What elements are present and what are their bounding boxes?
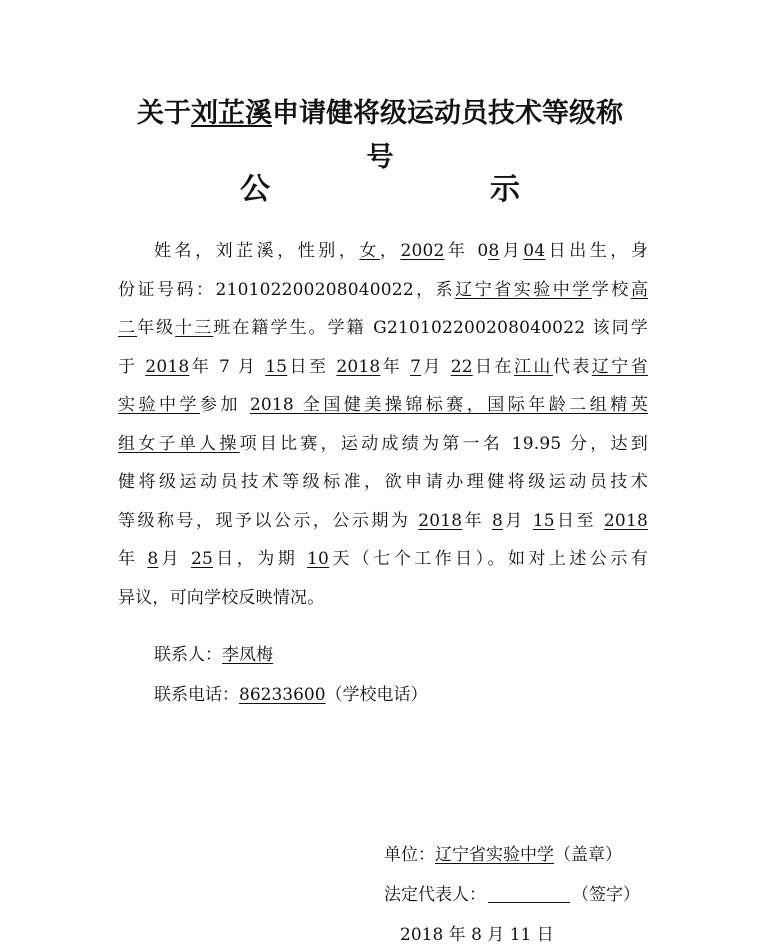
body-line-7: 健将级运动员技术等级标准，欲申请办理健将级运动员技术 — [118, 472, 648, 492]
contact-phone: 联系电话：86233600（学校电话） — [154, 685, 428, 705]
competition-place: 江山 — [513, 356, 553, 377]
title-line2: 号 — [366, 142, 394, 173]
footer-unit: 单位：辽宁省实验中学（盖章） — [384, 845, 622, 865]
title-prefix: 关于 — [137, 98, 191, 129]
document-subtitle — [110, 170, 650, 210]
footer-date: 2018 年 8 月 11 日 — [400, 925, 554, 945]
title-line1-rest: 申请健将级运动员技术等级称 — [272, 98, 623, 129]
signature-blank — [488, 901, 570, 903]
grade-part2: 二 — [118, 318, 138, 338]
body-line-3: 二年级十三班在籍学生。学籍 G210102200208040022 该同学 — [118, 318, 648, 338]
event-name: 2018 全国健美操锦标赛，国际年龄二组精英 — [249, 395, 648, 415]
grade-part1: 高 — [630, 279, 649, 300]
body-line-9: 年 8月 25日，为期 10天（七个工作日）。如对上述公示有 — [118, 549, 649, 569]
body-line-5: 实验中学参加 2018 全国健美操锦标赛，国际年龄二组精英 — [118, 395, 648, 415]
class-number: 十三 — [175, 318, 214, 338]
school-name: 辽宁省实验中学 — [455, 279, 592, 300]
body-line-8: 等级称号，现予以公示，公示期为 2018年 8月 15日至 2018 — [118, 510, 648, 531]
footer-representative: 法定代表人： （签字） — [384, 885, 640, 905]
body-line-4: 于 2018年 7 月 15日至 2018年 7月 22日在江山代表辽宁省 — [118, 356, 648, 377]
body-line-1: 姓名，刘芷溪，性别，女，2002年 08月04日出生，身 — [154, 241, 649, 261]
notice-body — [118, 232, 648, 617]
birth-day: 04 — [523, 241, 546, 261]
body-line-6: 组女子单人操项目比赛，运动成绩为第一名 19.95 分，达到 — [118, 433, 649, 454]
footer-unit-name: 辽宁省实验中学 — [435, 845, 554, 865]
contact-person: 联系人：李凤梅 — [154, 645, 273, 665]
body-line-10: 异议，可向学校反映情况。 — [118, 587, 325, 608]
subtitle-right-char: 示 — [490, 172, 520, 207]
contact-phone-number: 86233600 — [239, 685, 326, 705]
document-title — [110, 92, 650, 180]
subtitle-left-char: 公 — [240, 172, 270, 207]
birth-year: 2002 — [400, 241, 445, 261]
period-days: 10 — [307, 549, 330, 569]
title-person-name: 刘芷溪 — [191, 98, 272, 129]
body-line-2: 份证号码：210102200208040022，系辽宁省实验中学学校高 — [118, 279, 649, 300]
birth-month: 8 — [488, 241, 500, 261]
contact-person-name: 李凤梅 — [222, 645, 273, 665]
event-category: 组女子单人操 — [118, 433, 240, 454]
gender-value: 女 — [359, 241, 380, 261]
